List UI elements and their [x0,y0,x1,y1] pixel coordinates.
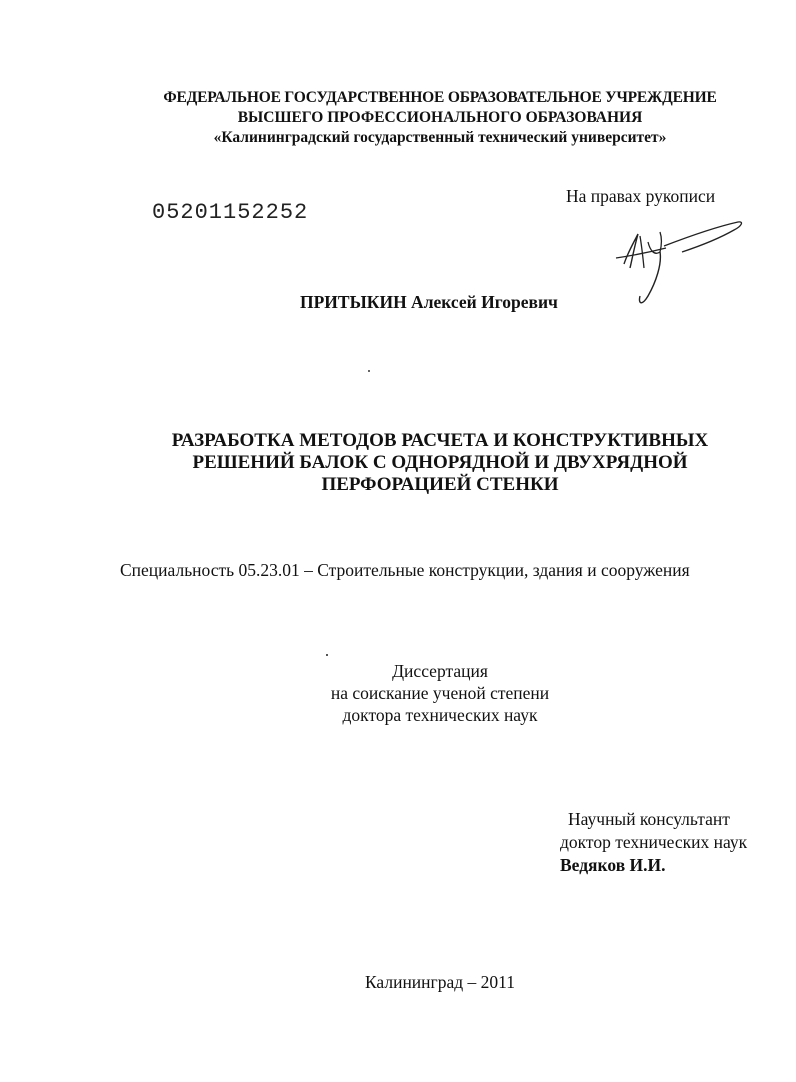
scientific-consultant [560,808,747,877]
institution-line-1: ФЕДЕРАЛЬНОЕ ГОСУДАРСТВЕННОЕ ОБРАЗОВАТЕЛЬНОЕ УЧРЕЖДЕНИЕ [163,89,717,106]
specialty: Специальность 05.23.01 – Строительные конструкции, здания и сооружения [120,560,690,580]
consultant-name: Ведяков И.И. [560,855,666,875]
manuscript-note: На правах рукописи [566,186,716,206]
scan-speck [326,654,328,656]
institution-line-3: «Калининградский государственный технический университет» [213,129,667,146]
title-line-2: РЕШЕНИЙ БАЛОК С ОДНОРЯДНОЙ И ДВУХРЯДНОЙ [192,452,688,473]
institution-line-2: ВЫСШЕГО ПРОФЕССИОНАЛЬНОГО ОБРАЗОВАНИЯ [237,109,643,126]
degree-line-3: доктора технических наук [342,705,538,725]
institution-header [120,88,760,148]
degree-line-1: Диссертация [392,661,488,681]
registration-number: 05201152252 [152,200,309,225]
dissertation-title [120,430,760,496]
dissertation-degree [240,660,640,726]
consultant-role: Научный консультант [568,809,730,829]
title-line-1: РАЗРАБОТКА МЕТОДОВ РАСЧЕТА И КОНСТРУКТИВНЫХ [171,430,709,451]
title-line-3: ПЕРФОРАЦИЕЙ СТЕНКИ [321,474,559,495]
degree-line-2: на соискание ученой степени [330,683,550,703]
signature-icon [610,212,760,312]
consultant-degree: доктор технических наук [560,832,748,852]
city-year: Калининград – 2011 [364,972,515,992]
author-name: ПРИТЫКИН Алексей Игоревич [300,292,558,312]
scan-speck [368,370,370,372]
